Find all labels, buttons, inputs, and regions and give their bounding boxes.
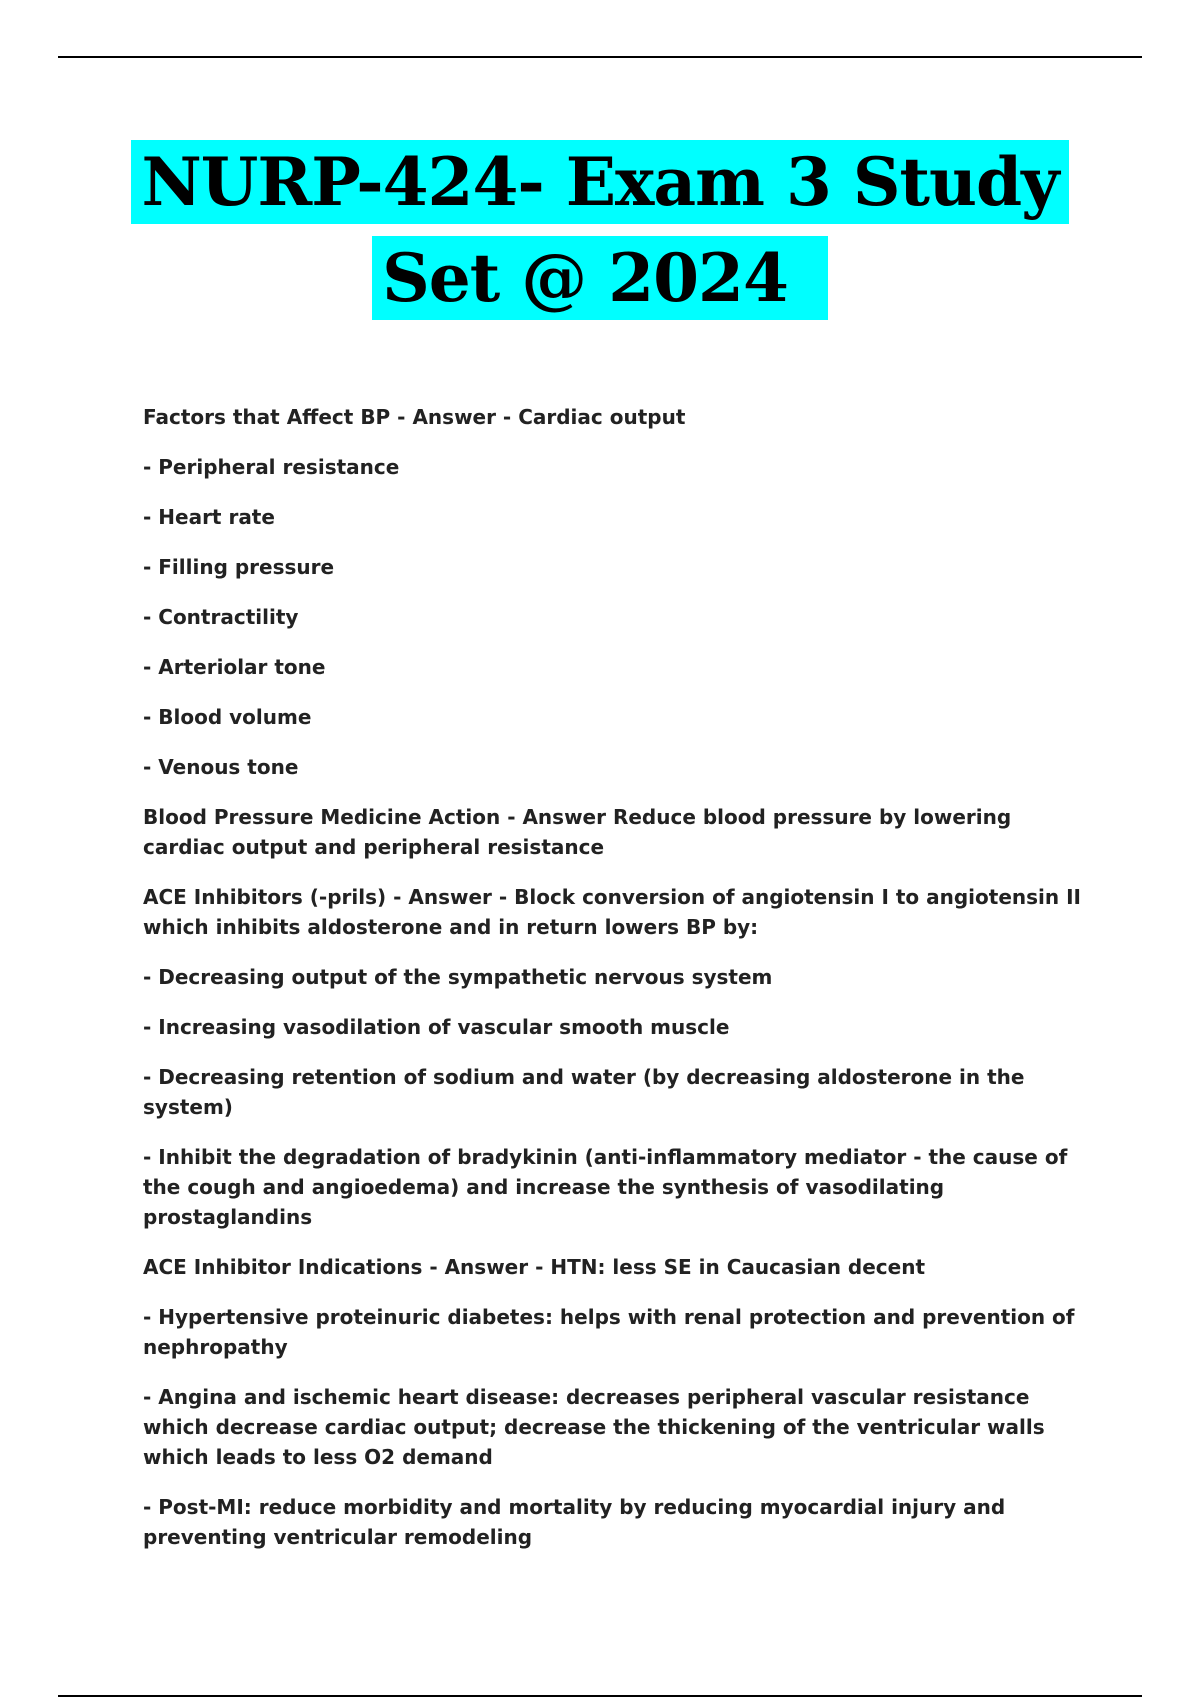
paragraph: - Venous tone xyxy=(143,755,299,779)
paragraph: - Post-MI: reduce morbidity and mortality by reducing myocardial injury and preventing ventricular remodeling xyxy=(143,1495,1006,1549)
document-body xyxy=(143,402,1093,1572)
paragraph: - Hypertensive proteinuric diabetes: helps with renal protection and prevention of nephropathy xyxy=(143,1305,1075,1359)
paragraph: - Increasing vasodilation of vascular smooth muscle xyxy=(143,1015,730,1039)
paragraph: ACE Inhibitor Indications - Answer - HTN: less SE in Caucasian decent xyxy=(143,1255,926,1279)
paragraph: - Blood volume xyxy=(143,705,312,729)
paragraph: - Inhibit the degradation of bradykinin (anti-inflammatory mediator - the cause of the cough and angioedema) and increase the synthesis of vasodilating prostaglandins xyxy=(143,1145,1068,1229)
paragraph: ACE Inhibitors (-prils) - Answer - Block conversion of angiotensin I to angiotensin II which inhibits aldosterone and in return lowers BP by: xyxy=(143,885,1081,939)
paragraph: - Decreasing retention of sodium and water (by decreasing aldosterone in the system) xyxy=(143,1065,1025,1119)
paragraph: - Peripheral resistance xyxy=(143,455,400,479)
title-line-2: Set @ 2024 xyxy=(372,236,828,320)
paragraph: - Arteriolar tone xyxy=(143,655,326,679)
document-title xyxy=(0,140,1200,320)
bottom-rule xyxy=(58,1695,1142,1697)
paragraph: Factors that Affect BP - Answer - Cardiac output xyxy=(143,405,686,429)
paragraph: - Contractility xyxy=(143,605,299,629)
top-rule xyxy=(58,56,1142,58)
paragraph: Blood Pressure Medicine Action - Answer Reduce blood pressure by lowering cardiac output and peripheral resistance xyxy=(143,805,1012,859)
paragraph: - Heart rate xyxy=(143,505,275,529)
paragraph: - Angina and ischemic heart disease: decreases peripheral vascular resistance which decrease cardiac output; decrease the thickening of the ventricular walls which leads to less O2 demand xyxy=(143,1385,1045,1469)
title-line-1: NURP-424- Exam 3 Study xyxy=(131,140,1068,224)
paragraph: - Filling pressure xyxy=(143,555,335,579)
paragraph: - Decreasing output of the sympathetic nervous system xyxy=(143,965,773,989)
